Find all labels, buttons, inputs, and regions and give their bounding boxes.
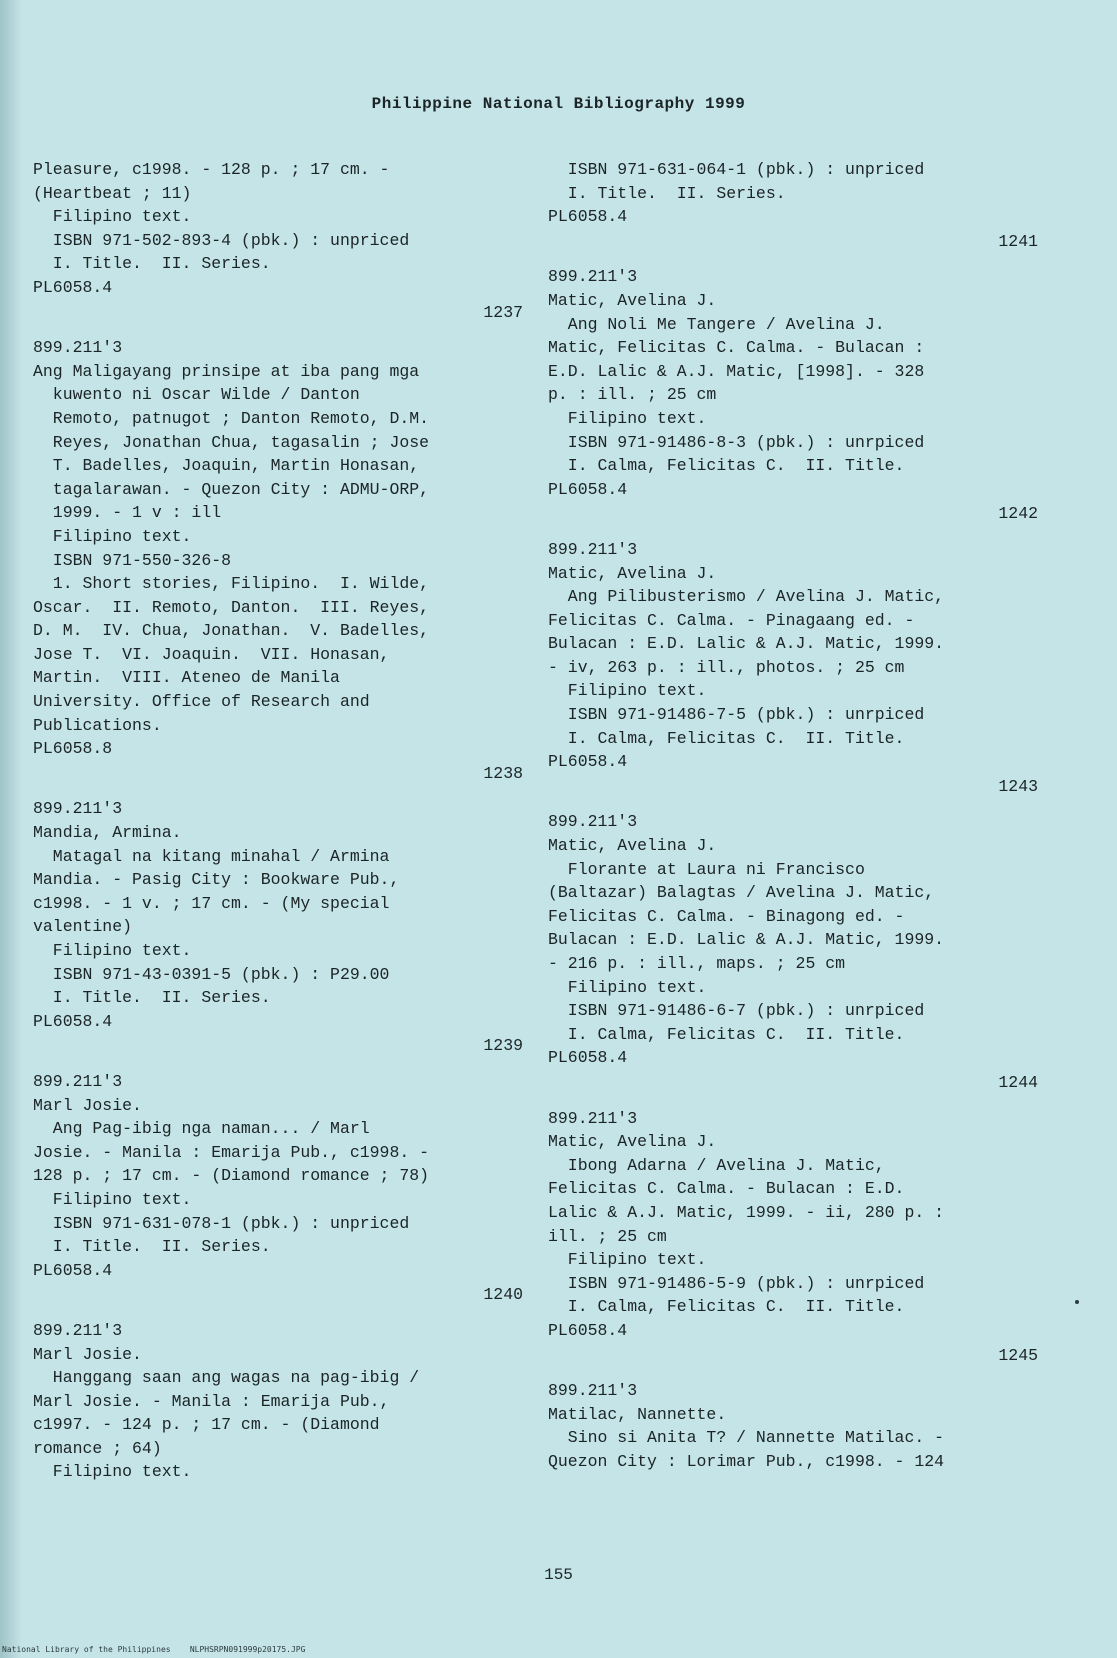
entry-line: c1997. - 124 p. ; 17 cm. - (Diamond xyxy=(33,1415,380,1435)
entry-line: - iv, 263 p. : ill., photos. ; 25 cm xyxy=(548,657,905,677)
continuation-line: I. Title. II. Series. xyxy=(548,183,786,203)
entry-line: Martin. VIII. Ateneo de Manila xyxy=(33,668,340,688)
classification-number: 899.211'3 xyxy=(33,338,123,358)
entry-line: Bulacan : E.D. Lalic & A.J. Matic, 1999. xyxy=(548,634,945,654)
entry-line: I. Calma, Felicitas C. II. Title. xyxy=(548,728,905,748)
entry-line: Marl Josie. xyxy=(33,1344,142,1364)
entry-line: Ang Pag-ibig nga naman... / Marl xyxy=(33,1119,370,1139)
bibliography-entry xyxy=(33,336,523,761)
entry-line: Filipino text. xyxy=(548,1250,707,1270)
entry-line: PL6058.4 xyxy=(548,479,628,499)
entry-number: 1245 xyxy=(998,1345,1038,1365)
bibliography-entry xyxy=(33,1319,523,1484)
entry-number: 1239 xyxy=(483,1036,523,1056)
bibliography-entry xyxy=(548,538,1038,774)
scan-speck xyxy=(1075,1300,1079,1304)
entry-spacer xyxy=(33,1058,523,1070)
classification-number: 899.211'3 xyxy=(33,1320,123,1340)
entry-line: Sino si Anita T? / Nannette Matilac. - xyxy=(548,1428,945,1448)
entry-line: Matic, Avelina J. xyxy=(548,563,717,583)
entry-line: Filipino text. xyxy=(33,1462,192,1482)
entry-line: ISBN 971-91486-6-7 (pbk.) : unrpiced xyxy=(548,1001,925,1021)
entry-spacer xyxy=(33,324,523,336)
entry-line: Marl Josie. xyxy=(33,1095,142,1115)
entry-line: Filipino text. xyxy=(33,941,192,960)
entry-spacer xyxy=(548,253,1038,265)
scan-footer: National Library of the Philippines NLPHSRPN091999p20175.JPG xyxy=(2,1645,306,1654)
entry-line: Matic, Felicitas C. Calma. - Bulacan : xyxy=(548,338,925,358)
entry-line: Remoto, patnugot ; Danton Remoto, D.M. xyxy=(33,408,430,428)
classification-number: 899.211'3 xyxy=(548,812,638,832)
bibliography-entry xyxy=(548,265,1038,501)
continuation-line: (Heartbeat ; 11) xyxy=(33,183,192,203)
entry-spacer xyxy=(33,1307,523,1319)
bibliography-entry xyxy=(548,810,1038,1070)
classification-number: 899.211'3 xyxy=(548,1108,638,1128)
continuation-line: I. Title. II. Series. xyxy=(33,254,271,274)
entry-line: ISBN 971-631-078-1 (pbk.) : unpriced xyxy=(33,1213,410,1233)
entry-line: Marl Josie. - Manila : Emarija Pub., xyxy=(33,1391,390,1411)
entry-line: (Baltazar) Balagtas / Avelina J. Matic, xyxy=(548,883,935,903)
page-number: 155 xyxy=(544,1566,573,1584)
entry-line: Matagal na kitang minahal / Armina xyxy=(33,846,390,866)
classification-number: 899.211'3 xyxy=(33,799,123,819)
bibliography-entry xyxy=(33,1070,523,1282)
continuation-line: ISBN 971-631-064-1 (pbk.) : unpriced xyxy=(548,160,925,179)
continuation-line: Pleasure, c1998. - 128 p. ; 17 cm. - xyxy=(33,160,390,179)
classification-number: 899.211'3 xyxy=(548,539,638,559)
bibliography-entry xyxy=(548,1379,1038,1473)
entry-line: Filipino text. xyxy=(548,977,707,997)
entry-line: Jose T. VI. Joaquin. VII. Honasan, xyxy=(33,644,390,664)
entry-line: I. Calma, Felicitas C. II. Title. xyxy=(548,1297,905,1317)
entry-line: Filipino text. xyxy=(33,526,192,546)
entry-line: Matic, Avelina J. xyxy=(548,836,717,856)
entry-line: PL6058.4 xyxy=(548,1048,628,1068)
entry-line: Matic, Avelina J. xyxy=(548,290,717,310)
entry-line: PL6058.8 xyxy=(33,739,113,759)
entry-number: 1244 xyxy=(998,1072,1038,1092)
left-column xyxy=(33,158,523,1484)
page-header-title: Philippine National Bibliography 1999 xyxy=(371,95,746,113)
bibliography-entry xyxy=(548,1107,1038,1343)
entry-line: valentine) xyxy=(33,917,133,937)
entry-number: 1238 xyxy=(483,763,523,783)
entry-number: 1243 xyxy=(998,776,1038,796)
entry-line: ill. ; 25 cm xyxy=(548,1226,667,1246)
entry-line: ISBN 971-91486-5-9 (pbk.) : unrpiced xyxy=(548,1273,925,1293)
bibliography-entry xyxy=(33,797,523,1033)
entry-line: I. Title. II. Series. xyxy=(33,1237,271,1257)
entry-line: 1. Short stories, Filipino. I. Wilde, xyxy=(33,574,430,594)
entry-line: Filipino text. xyxy=(548,681,707,701)
entry-line: ISBN 971-91486-7-5 (pbk.) : unrpiced xyxy=(548,705,925,725)
entry-line: romance ; 64) xyxy=(33,1438,162,1458)
classification-number: 899.211'3 xyxy=(33,1071,123,1091)
entry-line: PL6058.4 xyxy=(548,1320,628,1340)
entry-line: Florante at Laura ni Francisco xyxy=(548,859,865,879)
classification-number: 899.211'3 xyxy=(548,267,638,287)
entry-line: I. Title. II. Series. xyxy=(33,988,271,1008)
entry-number: 1241 xyxy=(998,231,1038,251)
entry-line: Oscar. II. Remoto, Danton. III. Reyes, xyxy=(33,597,430,617)
continuation-line: ISBN 971-502-893-4 (pbk.) : unpriced xyxy=(33,230,410,250)
entry-line: PL6058.4 xyxy=(33,1260,113,1280)
entry-line: Ang Pilibusterismo / Avelina J. Matic, xyxy=(548,587,945,607)
entry-line: kuwento ni Oscar Wilde / Danton xyxy=(33,385,360,405)
entry-line: Matilac, Nannette. xyxy=(548,1404,727,1424)
continuation-line: Filipino text. xyxy=(33,207,192,227)
entry-line: ISBN 971-91486-8-3 (pbk.) : unrpiced xyxy=(548,432,925,452)
entry-line: T. Badelles, Joaquin, Martin Honasan, xyxy=(33,456,420,476)
entry-line: PL6058.4 xyxy=(33,1011,113,1031)
page-edge-shadow xyxy=(0,0,22,1658)
entry-line: Felicitas C. Calma. - Binagong ed. - xyxy=(548,906,905,926)
entry-line: Reyes, Jonathan Chua, tagasalin ; Jose xyxy=(33,432,430,452)
entry-line: E.D. Lalic & A.J. Matic, [1998]. - 328 xyxy=(548,361,925,381)
right-column xyxy=(548,158,1038,1473)
entry-spacer xyxy=(548,798,1038,810)
entry-line: 128 p. ; 17 cm. - (Diamond romance ; 78) xyxy=(33,1166,430,1186)
entry-line: ISBN 971-550-326-8 xyxy=(33,550,232,570)
entry-number: 1237 xyxy=(483,302,523,322)
classification-number: 899.211'3 xyxy=(548,1381,638,1401)
entry-line: Felicitas C. Calma. - Bulacan : E.D. xyxy=(548,1179,905,1199)
entry-number: 1242 xyxy=(998,504,1038,524)
entry-line: Felicitas C. Calma. - Pinagaang ed. - xyxy=(548,610,915,630)
entry-spacer xyxy=(548,1367,1038,1379)
entry-line: I. Calma, Felicitas C. II. Title. xyxy=(548,1024,905,1044)
entry-line: - 216 p. : ill., maps. ; 25 cm xyxy=(548,954,846,973)
entry-spacer xyxy=(548,526,1038,538)
entry-line: 1999. - 1 v : ill xyxy=(33,503,222,523)
entry-line: Josie. - Manila : Emarija Pub., c1998. - xyxy=(33,1142,430,1162)
entry-line: D. M. IV. Chua, Jonathan. V. Badelles, xyxy=(33,621,430,641)
entry-line: PL6058.4 xyxy=(548,752,628,772)
entry-line: Ibong Adarna / Avelina J. Matic, xyxy=(548,1155,885,1175)
continuation-line: PL6058.4 xyxy=(548,207,628,227)
entry-line: p. : ill. ; 25 cm xyxy=(548,385,717,405)
entry-line: I. Calma, Felicitas C. II. Title. xyxy=(548,456,905,476)
entry-spacer xyxy=(548,1095,1038,1107)
entry-line: Mandia, Armina. xyxy=(33,823,182,843)
entry-line: Ang Noli Me Tangere / Avelina J. xyxy=(548,314,885,334)
entry-line: Filipino text. xyxy=(33,1189,192,1209)
entry-line: Mandia. - Pasig City : Bookware Pub., xyxy=(33,870,400,890)
entry-line: Quezon City : Lorimar Pub., c1998. - 124 xyxy=(548,1451,945,1471)
entry-line: University. Office of Research and xyxy=(33,692,370,712)
entry-line: Filipino text. xyxy=(548,408,707,428)
continuation-line: PL6058.4 xyxy=(33,277,113,297)
entry-line: ISBN 971-43-0391-5 (pbk.) : P29.00 xyxy=(33,964,390,984)
entry-line: Bulacan : E.D. Lalic & A.J. Matic, 1999. xyxy=(548,930,945,950)
entry-line: c1998. - 1 v. ; 17 cm. - (My special xyxy=(33,893,390,913)
entry-number: 1240 xyxy=(483,1285,523,1305)
entry-line: Hanggang saan ang wagas na pag-ibig / xyxy=(33,1368,420,1388)
entry-line: Lalic & A.J. Matic, 1999. - ii, 280 p. : xyxy=(548,1202,945,1222)
entry-line: Matic, Avelina J. xyxy=(548,1132,717,1152)
entry-spacer xyxy=(33,785,523,797)
entry-line: tagalarawan. - Quezon City : ADMU-ORP, xyxy=(33,479,430,499)
entry-line: Ang Maligayang prinsipe at iba pang mga xyxy=(33,361,420,381)
entry-line: Publications. xyxy=(33,715,162,735)
